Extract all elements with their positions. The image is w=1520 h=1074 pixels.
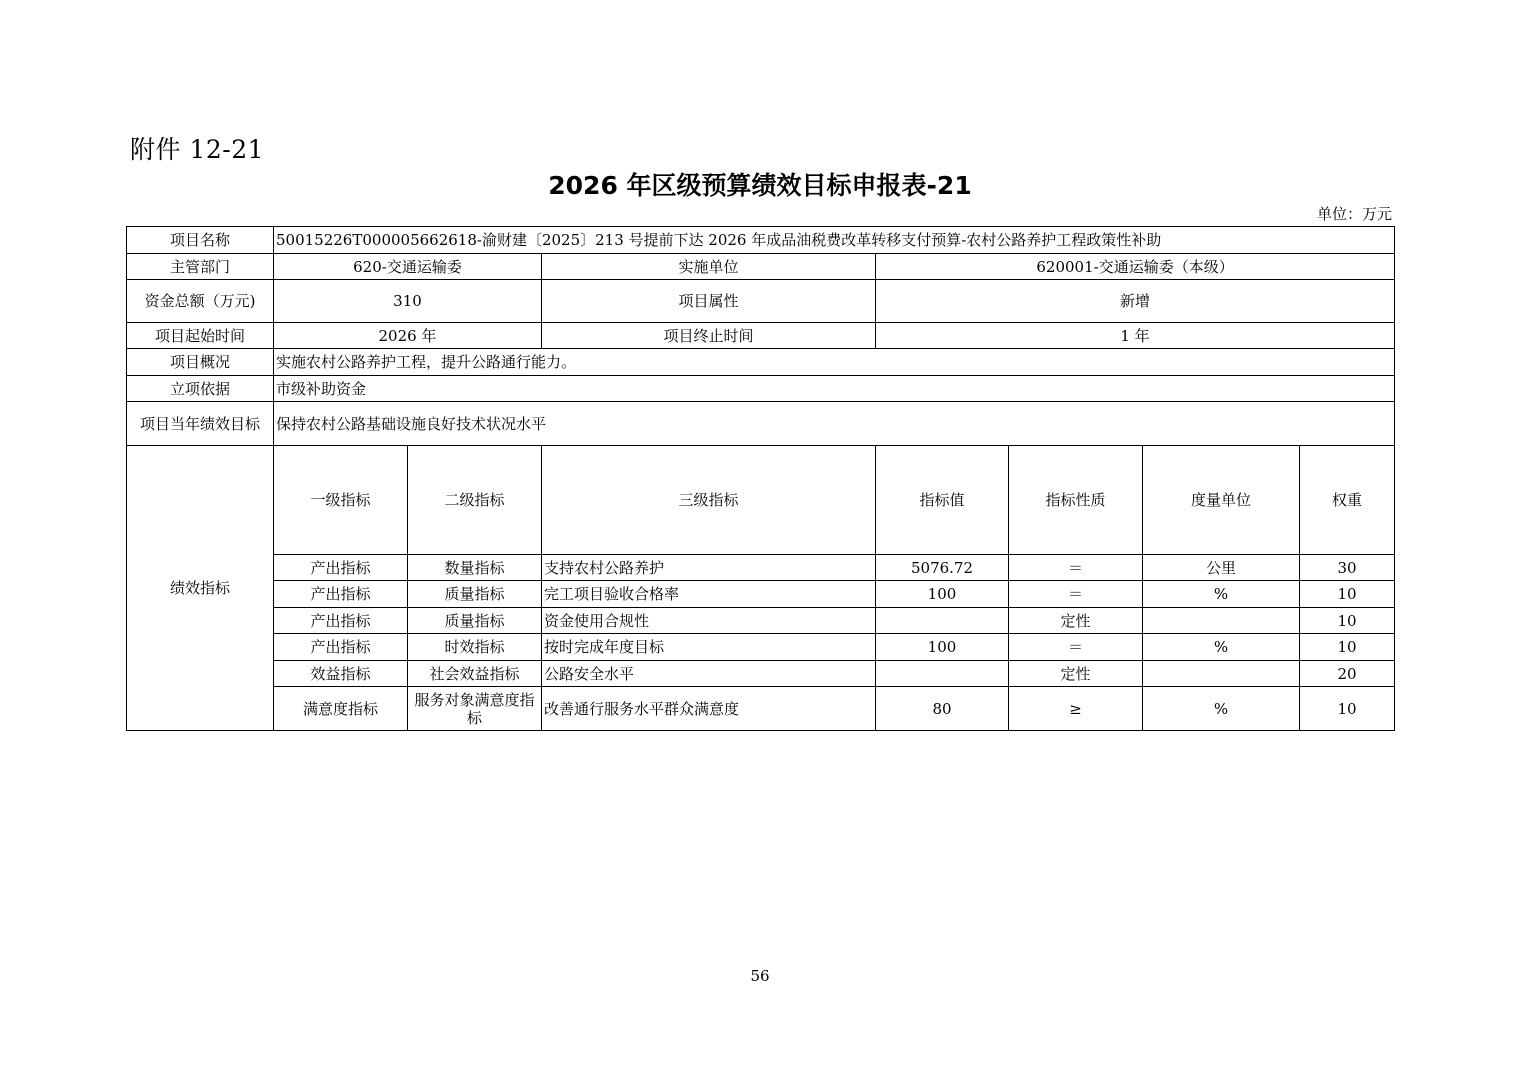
overview-label: 项目概况 [127,349,274,376]
unit-cell: % [1143,581,1300,608]
header-nature: 指标性质 [1009,446,1143,555]
weight-cell: 10 [1300,581,1395,608]
overview-row [127,349,1395,376]
start-label: 项目起始时间 [127,323,274,349]
nature-cell: ≥ [1009,687,1143,731]
level3-cell: 按时完成年度目标 [542,634,876,661]
header-level3: 三级指标 [542,446,876,555]
value-cell: 100 [876,581,1009,608]
page-title: 2026 年区级预算绩效目标申报表-21 [548,171,972,200]
indicator-row [127,661,1395,687]
basis-value: 市级补助资金 [274,376,1395,402]
nature-cell: ＝ [1009,634,1143,661]
level2-cell: 质量指标 [408,581,542,608]
level2-cell: 质量指标 [408,608,542,634]
level3-cell: 改善通行服务水平群众满意度 [542,687,876,731]
nature-cell: ＝ [1009,555,1143,581]
project-name-value: 50015226T000005662618-渝财建〔2025〕213 号提前下达 2026 年成品油税费改革转移支付预算-农村公路养护工程政策性补助 [274,227,1395,254]
level1-cell: 产出指标 [274,634,408,661]
fund-value: 310 [274,280,542,323]
unit-cell: % [1143,634,1300,661]
project-name-label: 项目名称 [127,227,274,254]
level1-cell: 产出指标 [274,608,408,634]
department-row [127,254,1395,280]
weight-cell: 30 [1300,555,1395,581]
value-cell [876,608,1009,634]
value-cell: 5076.72 [876,555,1009,581]
level3-cell: 完工项目验收合格率 [542,581,876,608]
goal-row [127,402,1395,446]
budget-target-table [126,226,1395,731]
page-number: 56 [750,967,770,985]
value-cell: 80 [876,687,1009,731]
level1-cell: 满意度指标 [274,687,408,731]
header-level1: 一级指标 [274,446,408,555]
end-label: 项目终止时间 [542,323,876,349]
indicator-row [127,608,1395,634]
attachment-label: 附件 12-21 [130,135,265,164]
dept-label: 主管部门 [127,254,274,280]
level1-cell: 效益指标 [274,661,408,687]
level2-cell: 时效指标 [408,634,542,661]
indicators-section-label: 绩效指标 [127,446,274,731]
start-value: 2026 年 [274,323,542,349]
unit-cell: % [1143,687,1300,731]
nature-cell: 定性 [1009,608,1143,634]
attr-label: 项目属性 [542,280,876,323]
level2-cell: 数量指标 [408,555,542,581]
nature-cell: ＝ [1009,581,1143,608]
dept-value: 620-交通运输委 [274,254,542,280]
level3-cell: 公路安全水平 [542,661,876,687]
indicator-row [127,581,1395,608]
level1-cell: 产出指标 [274,555,408,581]
period-row [127,323,1395,349]
goal-value: 保持农村公路基础设施良好技术状况水平 [274,402,1395,446]
fund-row [127,280,1395,323]
level3-cell: 支持农村公路养护 [542,555,876,581]
basis-label: 立项依据 [127,376,274,402]
header-level2: 二级指标 [408,446,542,555]
level3-cell: 资金使用合规性 [542,608,876,634]
unit-cell [1143,608,1300,634]
impl-value: 620001-交通运输委（本级） [876,254,1395,280]
weight-cell: 20 [1300,661,1395,687]
header-unit: 度量单位 [1143,446,1300,555]
impl-label: 实施单位 [542,254,876,280]
indicator-header-row [127,446,1395,555]
weight-cell: 10 [1300,608,1395,634]
goal-label: 项目当年绩效目标 [127,402,274,446]
level2-cell: 服务对象满意度指标 [408,687,542,731]
value-cell: 100 [876,634,1009,661]
project-name-row [127,227,1395,254]
end-value: 1 年 [876,323,1395,349]
level2-cell: 社会效益指标 [408,661,542,687]
nature-cell: 定性 [1009,661,1143,687]
value-cell [876,661,1009,687]
unit-label: 单位：万元 [1316,205,1392,223]
header-value: 指标值 [876,446,1009,555]
indicator-row [127,634,1395,661]
weight-cell: 10 [1300,634,1395,661]
fund-label: 资金总额（万元) [127,280,274,323]
basis-row [127,376,1395,402]
indicator-row [127,687,1395,731]
overview-value: 实施农村公路养护工程，提升公路通行能力。 [274,349,1395,376]
indicator-row [127,555,1395,581]
weight-cell: 10 [1300,687,1395,731]
unit-cell: 公里 [1143,555,1300,581]
unit-cell [1143,661,1300,687]
header-weight: 权重 [1300,446,1395,555]
level1-cell: 产出指标 [274,581,408,608]
attr-value: 新增 [876,280,1395,323]
